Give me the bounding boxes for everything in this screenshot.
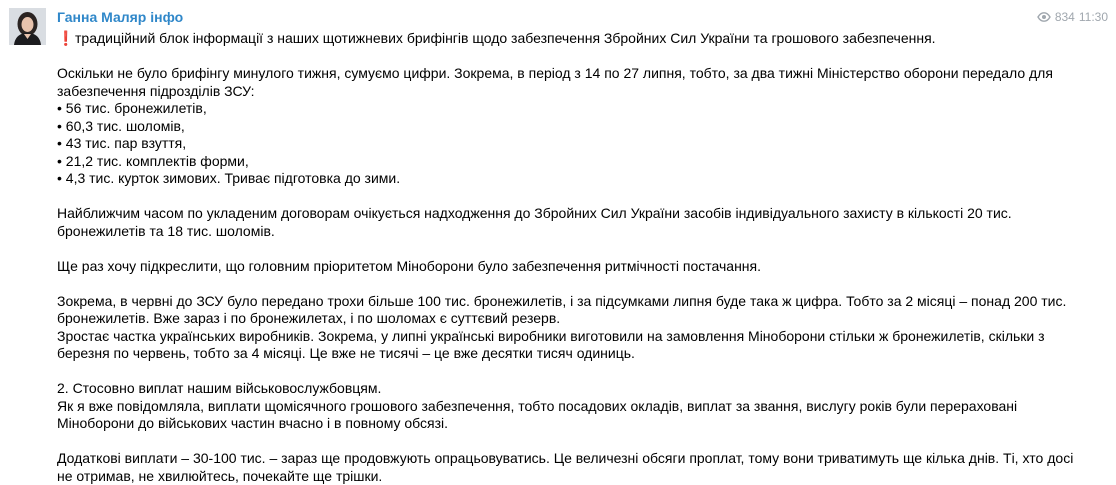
message-line-text: Ще раз хочу підкреслити, що головним пріоритетом Міноборони було забезпечення ритмічності постачання.: [57, 258, 761, 274]
message-line: [57, 450, 1107, 468]
message-line: [57, 83, 1107, 101]
message-line-text: Додаткові виплати – 30-100 тис. – зараз ще продовжують опрацьовуватись. Це величезні обсяги проплат, тому вони триватимуть ще кілька днів. Ті, хто досі: [57, 450, 1073, 466]
message-line-text: • 21,2 тис. комплектів форми,: [57, 153, 249, 169]
message-line: [57, 30, 1107, 48]
paragraph-gap: [57, 363, 1107, 381]
message-line-text: не отримав, не хвилюйтесь, почекайте ще трішки.: [57, 468, 382, 484]
person-avatar-icon: [9, 8, 46, 45]
message-line: [57, 345, 1107, 363]
message-line: [57, 468, 1107, 485]
message-line-text: березня по червень, тобто за 4 місяці. Це вже не тисячі – це вже десятки тисяч одиниць.: [57, 345, 635, 361]
message-line: [57, 65, 1107, 83]
message-line-text: забезпечення підрозділів ЗСУ:: [57, 83, 255, 99]
paragraph-gap: [57, 275, 1107, 293]
message-line-text: Оскільки не було брифінгу минулого тижня, сумуємо цифри. Зокрема, в період з 14 по 27 липня, тобто, за два тижні Міністерство оборони передало для: [57, 65, 1053, 81]
message-line-text: • 60,3 тис. шоломів,: [57, 118, 185, 134]
message-line-text: бронежилетів та 18 тис. шоломів.: [57, 223, 275, 239]
message-line-text: • 43 тис. пар взуття,: [57, 135, 186, 151]
message-line: [57, 328, 1107, 346]
message-line-text: • 56 тис. бронежилетів,: [57, 100, 207, 116]
message-line: [57, 135, 1107, 153]
post-meta: [1037, 8, 1108, 26]
views-count: 834: [1055, 8, 1075, 26]
message-line-text: 2. Стосовно виплат нашим військовослужбовцям.: [57, 380, 381, 396]
message-line: [57, 118, 1107, 136]
message-line: [57, 153, 1107, 171]
message-line: [57, 380, 1107, 398]
eye-icon: [1037, 12, 1051, 22]
channel-avatar[interactable]: [9, 8, 46, 45]
paragraph-gap: [57, 188, 1107, 206]
message-line: [57, 415, 1107, 433]
message-line: [57, 170, 1107, 188]
paragraph-gap: [57, 433, 1107, 451]
message-line-text: бронежилетів. Вже зараз і по бронежилетах, і по шоломах є суттєвий резерв.: [57, 310, 560, 326]
message-line-text: Міноборони до військових частин вчасно і в повному обсязі.: [57, 415, 448, 431]
paragraph-gap: [57, 240, 1107, 258]
channel-name[interactable]: Ганна Маляр інфо: [57, 8, 183, 26]
message-line: [57, 258, 1107, 276]
post-time: 11:30: [1079, 8, 1108, 26]
message-line: [57, 205, 1107, 223]
message-line-text: • 4,3 тис. курток зимових. Триває підготовка до зими.: [57, 170, 400, 186]
paragraph-gap: [57, 48, 1107, 66]
message-text: [57, 30, 1107, 485]
message-line-text: Найближчим часом по укладеним договорам очікується надходження до Збройних Сил України засобів індивідуального захисту в кількості 20 тис.: [57, 205, 1012, 221]
message-line: [57, 293, 1107, 311]
exclamation-icon: ❗: [57, 30, 71, 48]
message-line: [57, 100, 1107, 118]
message-line: [57, 223, 1107, 241]
message-line-text: Зростає частка українських виробників. Зокрема, у липні українські виробники виготовили на замовлення Міноборони стільки ж бронежилетів, скільки з: [57, 328, 1045, 344]
message-line: [57, 310, 1107, 328]
message-line-text: Зокрема, в червні до ЗСУ було передано трохи більше 100 тис. бронежилетів, і за підсумками липня буде така ж цифра. Тобто за 2 місяці – понад 200 тис.: [57, 293, 1066, 309]
message-line: [57, 398, 1107, 416]
message-line-text: Як я вже повідомляла, виплати щомісячного грошового забезпечення, тобто посадових окладів, виплат за звання, вислугу років були перераховані: [57, 398, 1017, 414]
message-line-text: традиційний блок інформації з наших щотижневих брифінгів щодо забезпечення Збройних Сил України та грошового забезпечення.: [75, 30, 936, 46]
